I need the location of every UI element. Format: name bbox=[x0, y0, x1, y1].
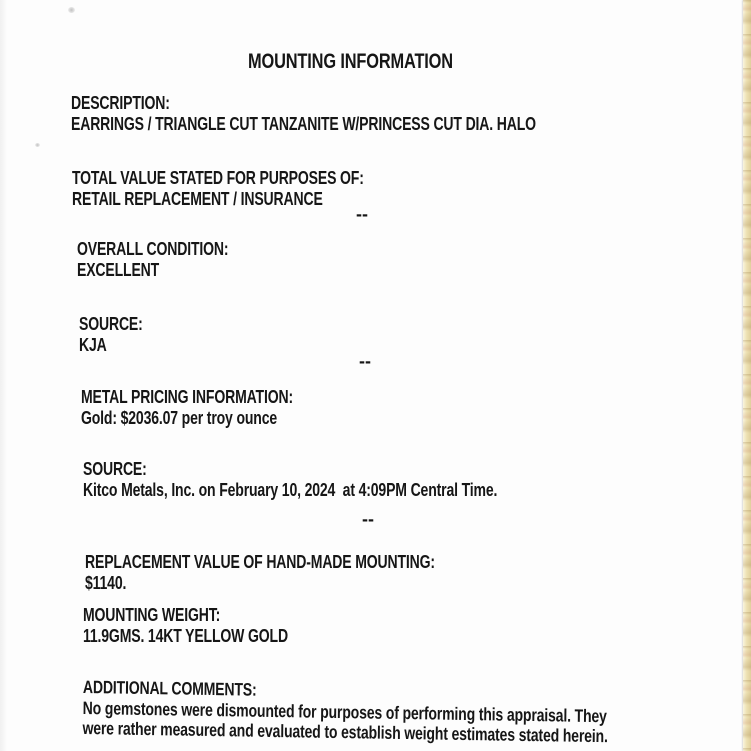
separator-dash-1: -- bbox=[356, 204, 368, 224]
section-overall-condition bbox=[77, 239, 228, 280]
source-2-value: Kitco Metals, Inc. on February 10, 2024 at 4:09PM Central Time. bbox=[83, 479, 498, 500]
source-1-label: SOURCE: bbox=[79, 314, 143, 334]
overall-condition-label: OVERALL CONDITION: bbox=[77, 239, 229, 259]
scan-speck bbox=[68, 7, 75, 13]
overall-condition-value: EXCELLENT bbox=[77, 259, 160, 280]
section-description bbox=[71, 93, 536, 134]
section-source-1 bbox=[79, 314, 143, 355]
total-value-value: RETAIL REPLACEMENT / INSURANCE bbox=[72, 188, 323, 209]
section-source-2 bbox=[83, 459, 497, 500]
section-mounting-weight bbox=[83, 605, 288, 646]
mounting-weight-value: 11.9GMS. 14KT YELLOW GOLD bbox=[83, 625, 288, 646]
additional-comments-line-1: No gemstones were dismounted for purposes of performing this appraisal. They bbox=[82, 697, 607, 726]
separator-dash-3: -- bbox=[362, 509, 374, 529]
separator-dash-2: -- bbox=[359, 351, 371, 371]
scan-left-shading bbox=[0, 0, 7, 751]
section-metal-pricing bbox=[81, 387, 293, 428]
section-additional-comments bbox=[82, 677, 608, 747]
additional-comments-label: ADDITIONAL COMMENTS: bbox=[82, 677, 257, 700]
description-value: EARRINGS / TRIANGLE CUT TANZANITE W/PRINCESS CUT DIA. HALO bbox=[71, 113, 536, 134]
page-title: MOUNTING INFORMATION bbox=[248, 50, 453, 73]
source-1-value: KJA bbox=[79, 334, 107, 355]
additional-comments-line-2: were rather measured and evaluated to establish weight estimates stated herein. bbox=[82, 717, 608, 747]
description-label: DESCRIPTION: bbox=[71, 93, 170, 113]
metal-pricing-label: METAL PRICING INFORMATION: bbox=[81, 387, 293, 407]
total-value-label: TOTAL VALUE STATED FOR PURPOSES OF: bbox=[72, 168, 364, 188]
section-total-value bbox=[72, 168, 364, 209]
mounting-weight-label: MOUNTING WEIGHT: bbox=[83, 605, 221, 625]
replacement-value-label: REPLACEMENT VALUE OF HAND-MADE MOUNTING: bbox=[85, 552, 435, 572]
source-2-label: SOURCE: bbox=[83, 459, 147, 479]
replacement-value-value: $1140. bbox=[85, 572, 127, 593]
metal-pricing-value: Gold: $2036.07 per troy ounce bbox=[81, 407, 278, 428]
scan-page-edge bbox=[743, 0, 751, 751]
section-replacement-value bbox=[85, 552, 435, 593]
scan-speck bbox=[35, 143, 40, 147]
